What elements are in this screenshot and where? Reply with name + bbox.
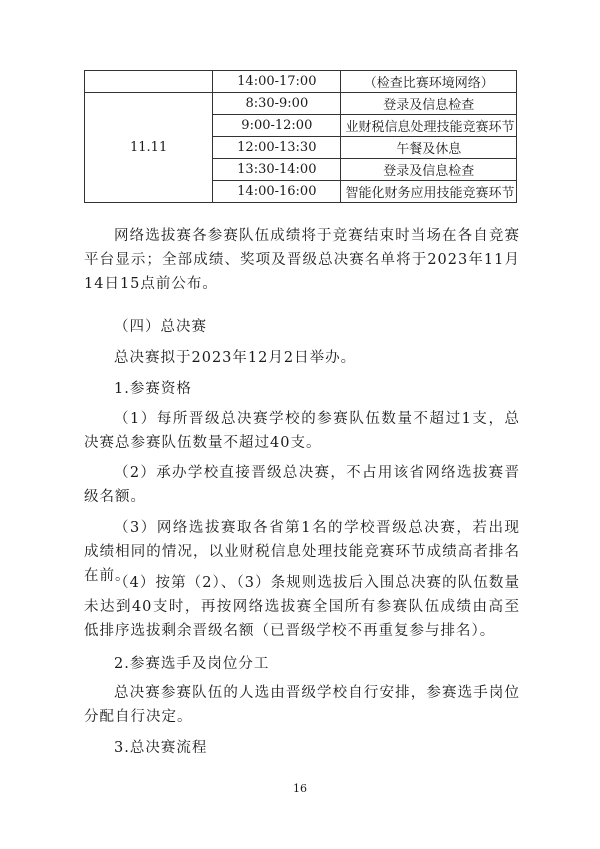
page-number: 16 xyxy=(293,782,307,795)
eligibility-rule-3: （3）网络选拔赛取各省第1名的学校晋级总决赛，若出现成绩相同的情况，以业财税信息处理技能竞赛环节成绩高者排名在前。 xyxy=(84,520,520,584)
time-cell: 14:00-16:00 xyxy=(213,181,341,203)
table-row xyxy=(85,71,517,93)
finals-heading: （四）总决赛 xyxy=(114,319,207,335)
event-cell: 登录及信息检查 xyxy=(341,159,517,181)
eligibility-rule-4: （4）按第（2）、（3）条规则选拔后入围总决赛的队伍数量未达到40支时，再按网络选拔赛全国所有参赛队伍成绩由高至低排序选拔剩余晋级名额（已晋级学校不再重复参与排名）。 xyxy=(84,575,520,639)
eligibility-heading: 1.参赛资格 xyxy=(114,381,192,397)
event-cell: 业财税信息处理技能竞赛环节 xyxy=(341,115,517,137)
roles-paragraph: 总决赛参赛队伍的人选由晋级学校自行安排，参赛选手岗位分配自行决定。 xyxy=(84,685,520,725)
event-cell: （检查比赛环境网络） xyxy=(341,71,517,93)
date-cell: 11.11 xyxy=(85,93,213,203)
event-cell: 登录及信息检查 xyxy=(341,93,517,115)
finals-process-heading: 3.总决赛流程 xyxy=(114,740,208,756)
time-cell: 8:30-9:00 xyxy=(213,93,341,115)
event-cell: 午餐及休息 xyxy=(341,137,517,159)
finals-date-paragraph: 总决赛拟于2023年12月2日举办。 xyxy=(114,350,357,366)
time-cell: 12:00-13:30 xyxy=(213,137,341,159)
time-cell: 13:30-14:00 xyxy=(213,159,341,181)
table-row xyxy=(85,93,517,115)
roles-heading: 2.参赛选手及岗位分工 xyxy=(114,656,270,672)
eligibility-rule-1: （1）每所晋级总决赛学校的参赛队伍数量不超过1支，总决赛总参赛队伍数量不超过40支。 xyxy=(84,411,520,451)
schedule-table xyxy=(84,70,517,203)
time-cell: 14:00-17:00 xyxy=(213,71,341,93)
event-cell: 智能化财务应用技能竞赛环节 xyxy=(341,181,517,203)
time-cell: 9:00-12:00 xyxy=(213,115,341,137)
date-cell xyxy=(85,71,213,93)
eligibility-rule-2: （2）承办学校直接晋级总决赛，不占用该省网络选拔赛晋级名额。 xyxy=(84,465,520,505)
results-announcement-paragraph: 网络选拔赛各参赛队伍成绩将于竞赛结束时当场在各自竞赛平台显示；全部成绩、奖项及晋级总决赛名单将于2023年11月14日15点前公布。 xyxy=(84,228,520,292)
